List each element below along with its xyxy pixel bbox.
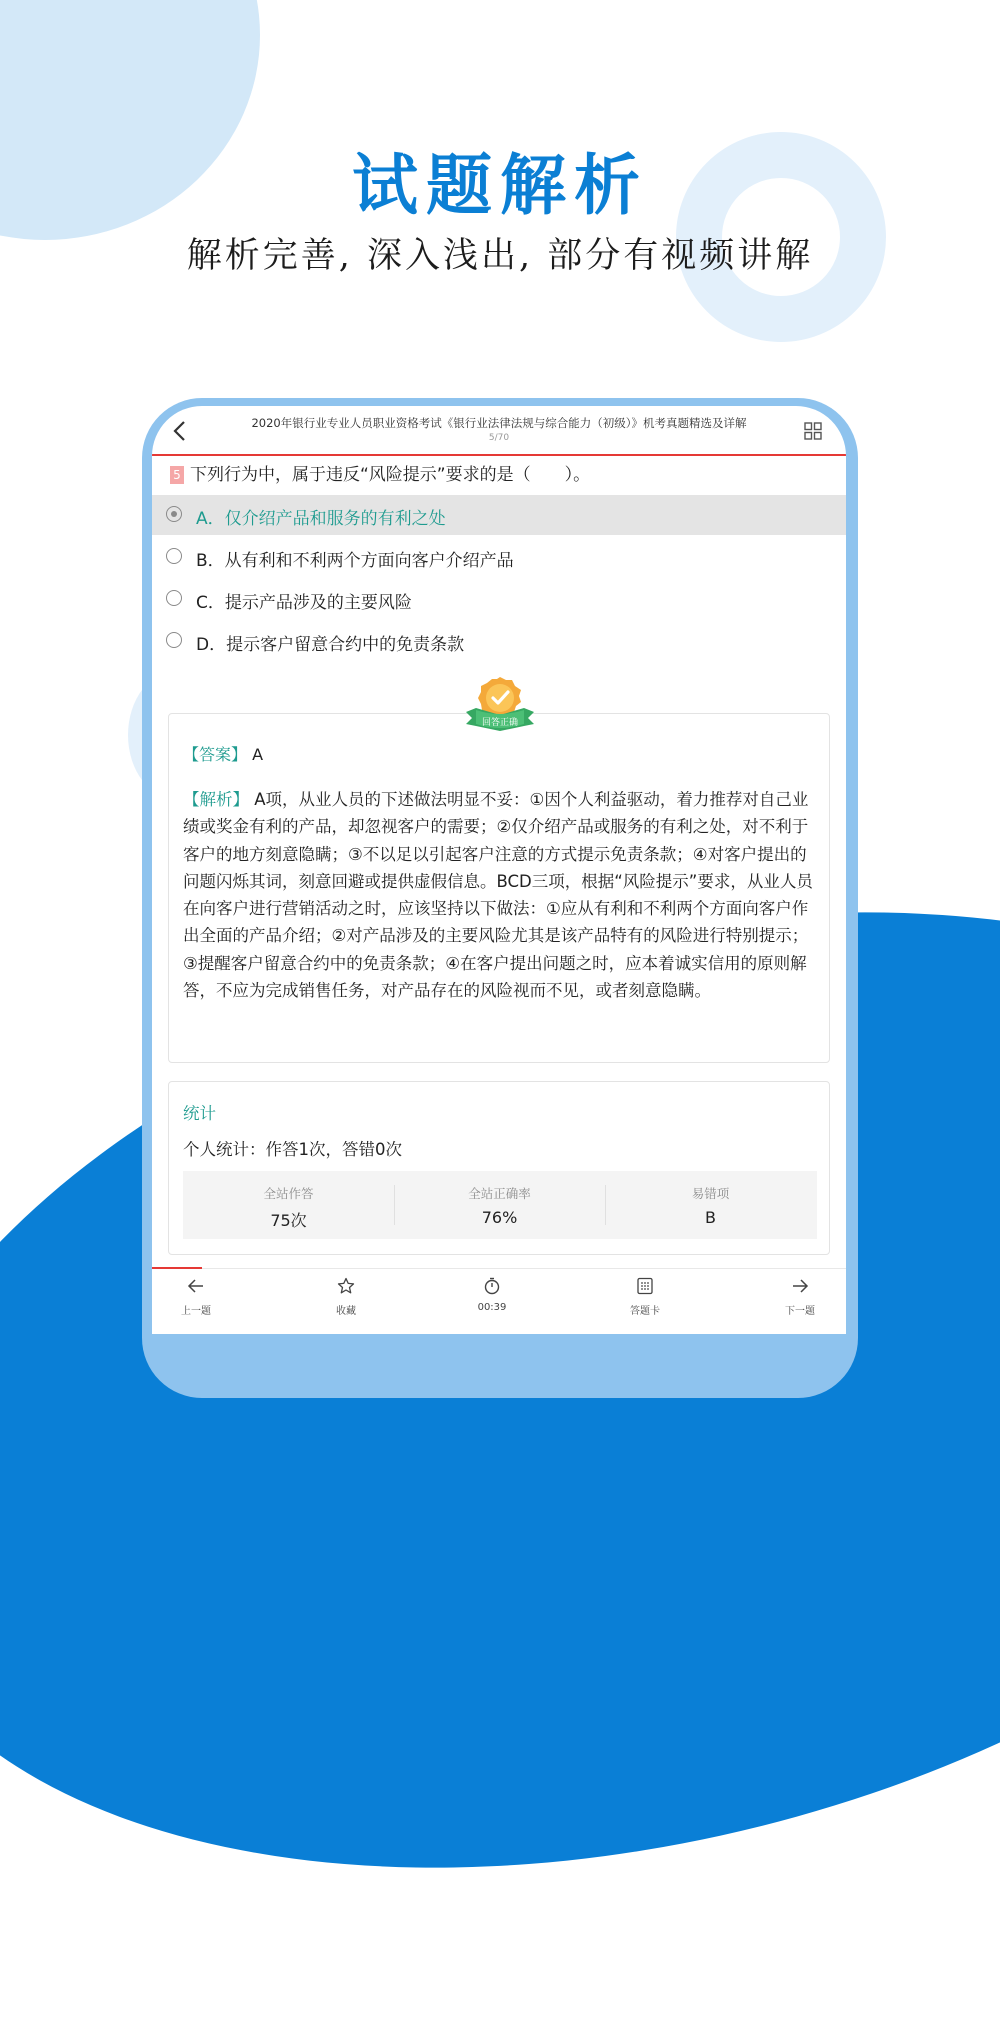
question-progress: 5/70	[488, 433, 510, 443]
grid-icon[interactable]	[804, 422, 822, 440]
tab-label: 收藏	[336, 1306, 356, 1317]
option-b[interactable]	[152, 537, 846, 577]
stat-label: 全站作答	[263, 1186, 314, 1201]
stats-title: 统计	[183, 1104, 216, 1123]
answer-value: A	[252, 745, 264, 764]
analysis-label: 【解析】	[183, 790, 249, 809]
tab-label: 答题卡	[630, 1306, 660, 1317]
option-label: A．仅介绍产品和服务的有利之处	[196, 509, 446, 529]
stopwatch-icon	[483, 1277, 501, 1295]
promo-subtitle: 解析完善, 深入浅出, 部分有视频讲解	[186, 236, 814, 276]
timer-progress-indicator	[152, 1267, 202, 1269]
stat-value: 76%	[481, 1208, 518, 1227]
radio-icon	[166, 632, 182, 648]
option-a[interactable]	[152, 495, 846, 535]
prev-question-button[interactable]	[156, 1277, 236, 1317]
tab-label: 下一题	[785, 1306, 815, 1317]
stat-label: 全站正确率	[468, 1186, 531, 1201]
answer-label: 【答案】	[183, 745, 248, 764]
next-question-button[interactable]	[760, 1277, 840, 1317]
analysis-paragraph	[183, 786, 815, 1004]
radio-icon	[166, 590, 182, 606]
stat-value: B	[705, 1208, 716, 1227]
top-bar	[152, 406, 846, 456]
question-text: 下列行为中，属于违反“风险提示”要求的是（ ）。	[190, 465, 591, 485]
arrow-left-icon	[187, 1277, 205, 1295]
option-label: D．提示客户留意合约中的免责条款	[196, 635, 465, 655]
promo-title: 试题解析	[352, 147, 648, 224]
option-label: C．提示产品涉及的主要风险	[196, 593, 412, 613]
option-d[interactable]	[152, 621, 846, 661]
question-number: 5	[170, 466, 184, 484]
stat-total-answers	[183, 1171, 394, 1239]
site-stats	[183, 1171, 817, 1239]
stat-label: 易错项	[691, 1186, 730, 1201]
stat-accuracy	[394, 1171, 605, 1239]
question-stem	[170, 460, 590, 485]
answer-line	[183, 742, 263, 765]
answer-card-icon	[636, 1277, 654, 1295]
timer-button[interactable]	[452, 1277, 532, 1313]
radio-selected-icon	[166, 506, 182, 522]
personal-stats: 个人统计：作答1次，答错0次	[183, 1140, 402, 1159]
bottom-nav	[152, 1268, 846, 1334]
stat-common-wrong	[605, 1171, 816, 1239]
option-c[interactable]	[152, 579, 846, 619]
star-icon	[337, 1277, 355, 1295]
radio-icon	[166, 548, 182, 564]
stat-value: 75次	[270, 1211, 307, 1230]
stats-card	[168, 1081, 830, 1255]
tab-label: 上一题	[181, 1306, 211, 1317]
arrow-right-icon	[791, 1277, 809, 1295]
answer-card	[168, 713, 830, 1063]
favorite-button[interactable]	[306, 1277, 386, 1317]
result-badge-text: 回答正确	[481, 718, 519, 728]
app-screen	[152, 406, 846, 1334]
timer-label: 00:39	[477, 1302, 507, 1313]
back-icon[interactable]	[170, 418, 192, 444]
correct-badge-icon	[462, 674, 538, 738]
option-label: B．从有利和不利两个方面向客户介绍产品	[196, 551, 514, 571]
analysis-text: A项，从业人员的下述做法明显不妥：①因个人利益驱动，着力推荐对自己业绩或奖金有利的产品，却忽视客户的需要；②仅介绍产品或服务的有利之处，对不利于客户的地方刻意隐瞒；③不以足以引起客户注意的方式提示免责条款；④对客户提出的问题闪烁其词，刻意回避或提供虚假信息。BCD三项，根据“风险提示”要求，从业人员在向客户进行营销活动之时，应该坚持以下做法：①应从有利和不利两个方面向客户作出全面的产品介绍；②对产品涉及的主要风险尤其是该产品特有的风险进行特别提示；③提醒客户留意合约中的免责条款；④在客户提出问题之时，应本着诚实信用的原则解答，不应为完成销售任务，对产品存在的风险视而不见，或者刻意隐瞒。	[183, 790, 813, 1001]
exam-title: 2020年银行业专业人员职业资格考试《银行业法律法规与综合能力（初级）》机考真题精选及详解	[251, 416, 747, 430]
answer-card-button[interactable]	[605, 1277, 685, 1317]
